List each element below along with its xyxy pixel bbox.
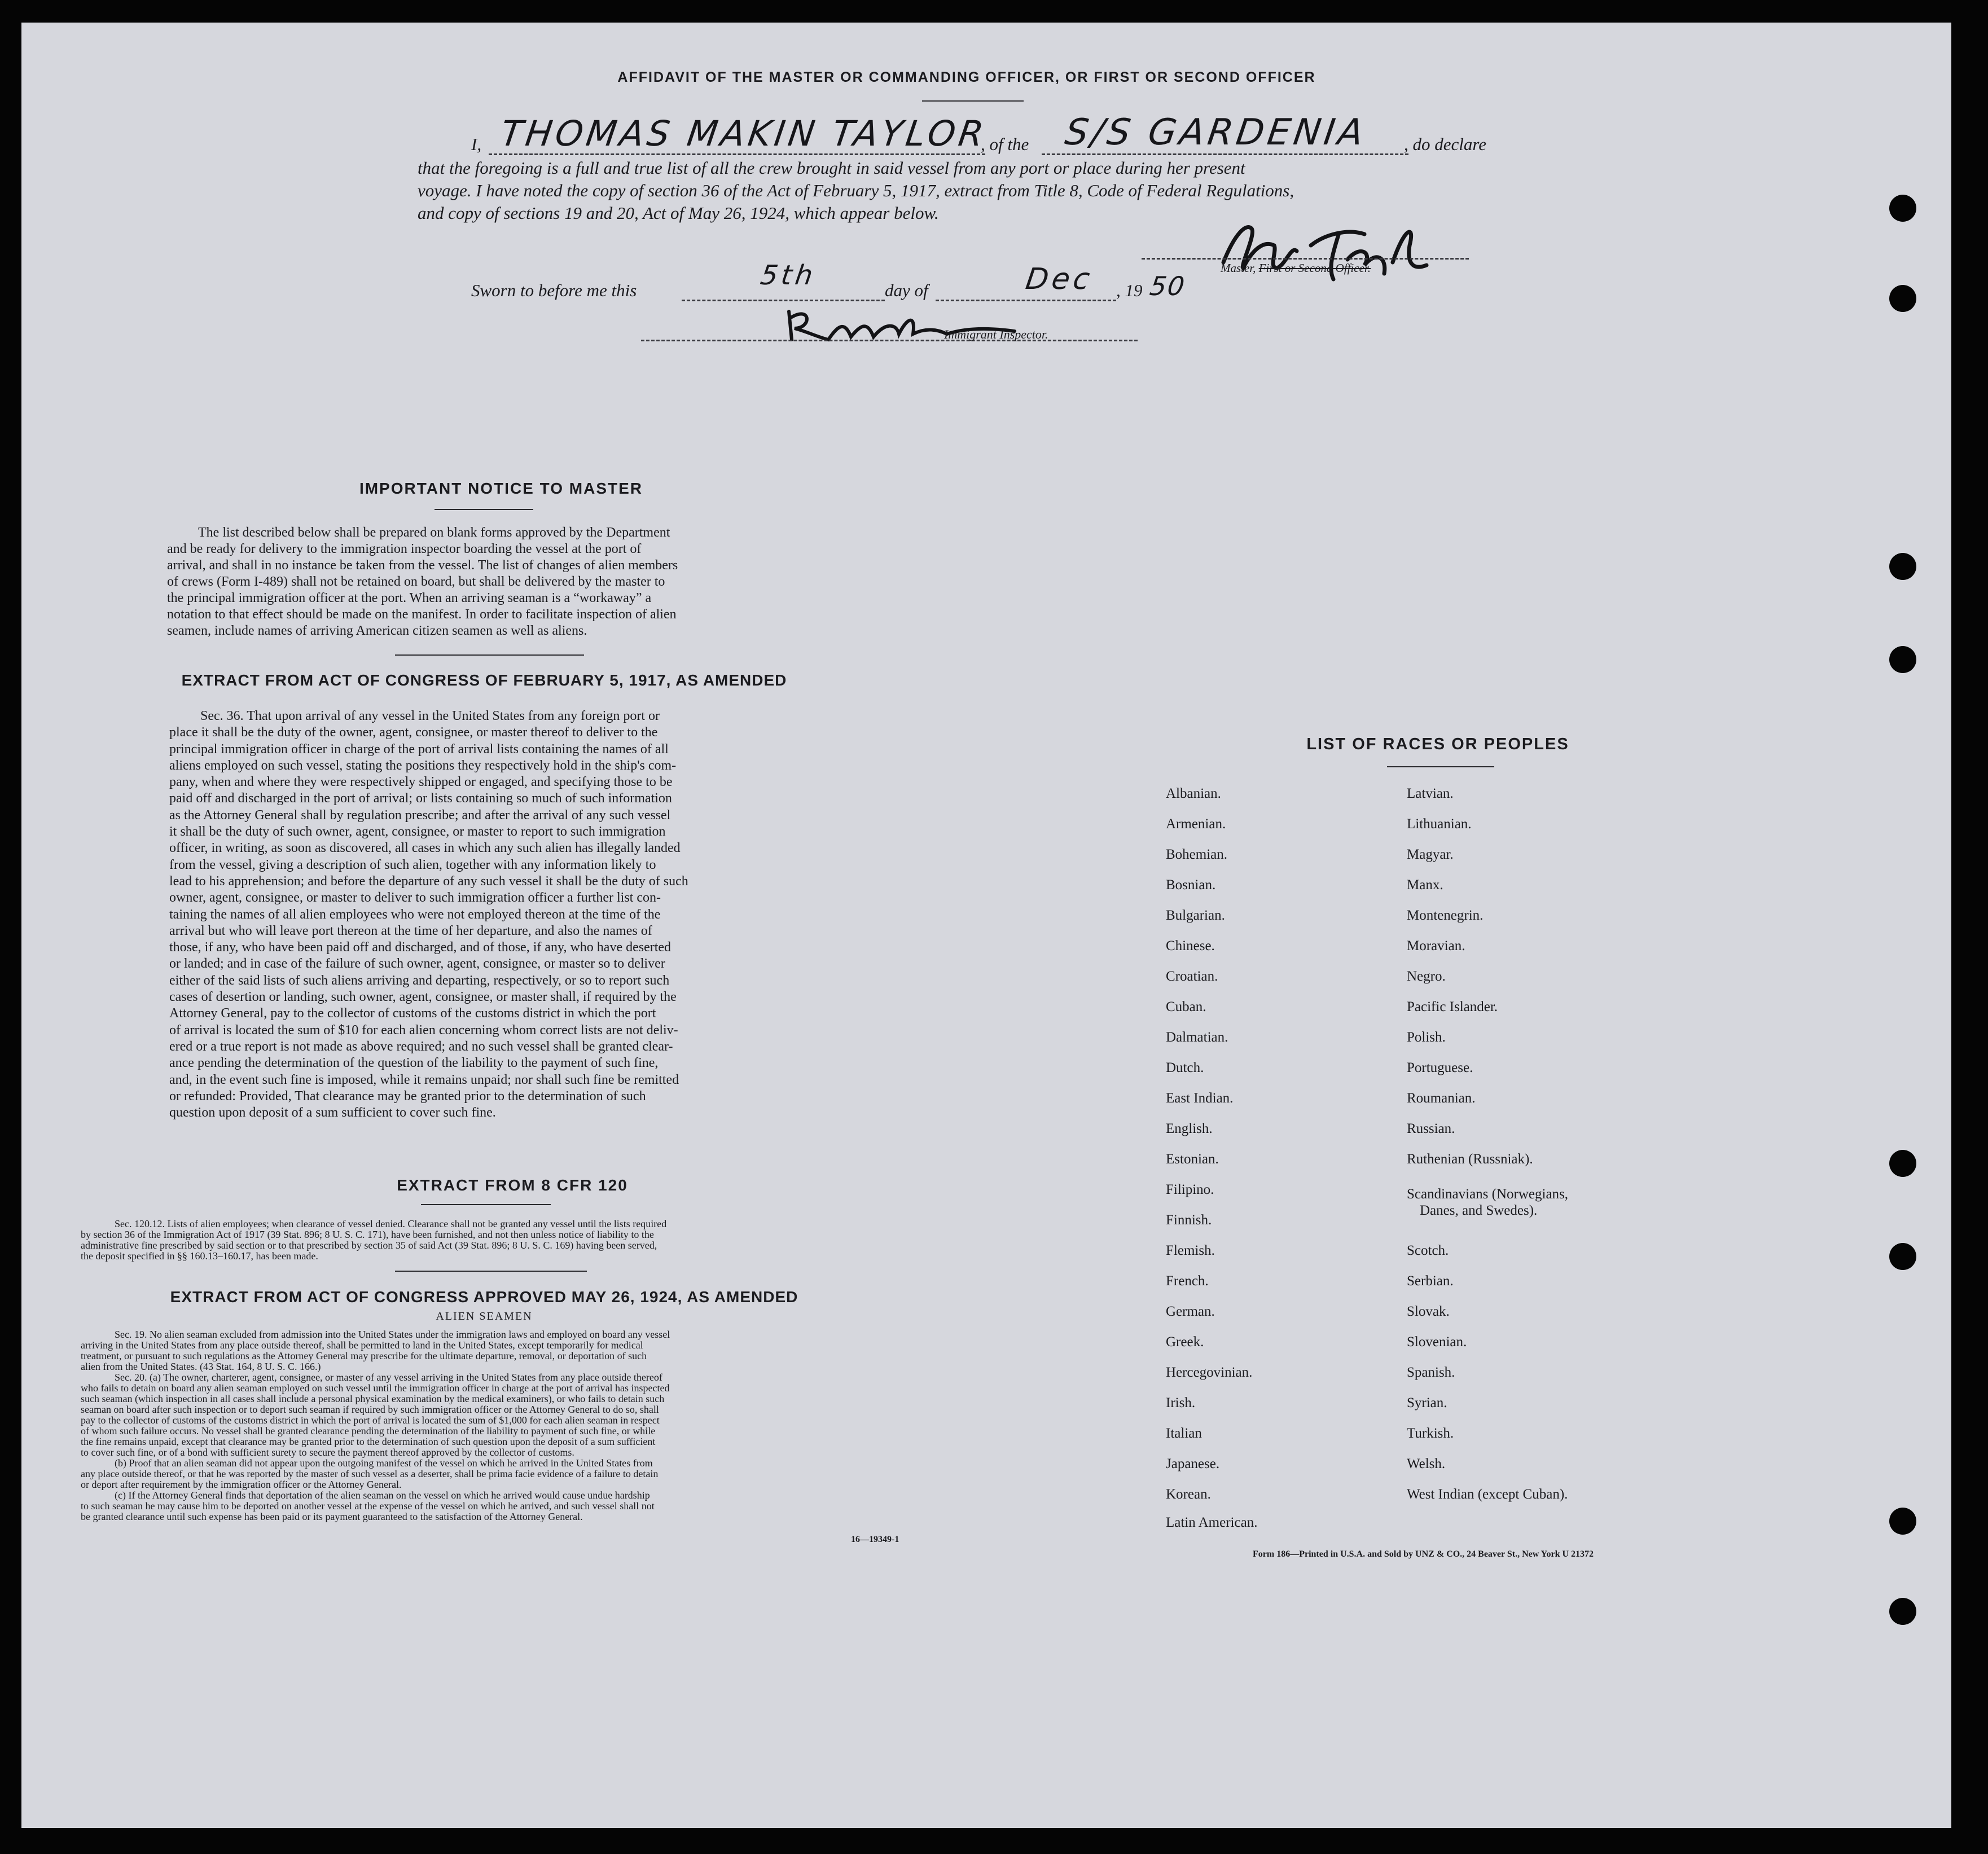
notice-line: seamen, include names of arriving American citizen seamen as well as aliens. — [167, 623, 587, 638]
race-left: Cuban. — [1166, 999, 1206, 1014]
act1917-line: aliens employed on such vessel, stating the positions they respectively hold in the ship's com- — [169, 758, 677, 773]
act1924-line: of whom such failure occurs. No vessel shall be granted clearance pending the determination of the liability to payment of such fine, or while — [81, 1425, 656, 1436]
notice-divider — [395, 654, 584, 656]
form-code: 16—19349-1 — [851, 1535, 899, 1544]
affidavit-line-2: that the foregoing is a full and true list of all the crew brought in said vessel from any port or place during her present — [418, 158, 1245, 178]
race-left: Dalmatian. — [1166, 1030, 1228, 1045]
act1917-line: it shall be the duty of such owner, agent, consignee, or master to report to such immigration — [169, 824, 666, 840]
punch-hole — [1889, 1508, 1916, 1535]
race-left: Flemish. — [1166, 1243, 1215, 1258]
notice-title-underline — [435, 509, 533, 510]
affidavit-title: AFFIDAVIT OF THE MASTER OR COMMANDING OFFICER, OR FIRST OR SECOND OFFICER — [617, 69, 1316, 85]
act1917-line: paid off and discharged in the port of arrival; or lists containing so much of such information — [169, 791, 672, 806]
inspector-line — [641, 340, 1138, 341]
act1917-line: principal immigration officer in charge of the port of arrival lists containing the names of all — [169, 741, 669, 757]
act1924-line: seaman on board after such inspection or to deport such seaman if required by such immigration officer or the Attorney General to do so, shall — [81, 1404, 659, 1415]
cfr-line: the deposit specified in §§ 160.13–160.17, has been made. — [81, 1250, 318, 1262]
document-page — [21, 23, 1951, 1828]
race-left: Albanian. — [1166, 786, 1221, 801]
cfr-line: Sec. 120.12. Lists of alien employees; when clearance of vessel denied. Clearance shall not be granted any vessel until the lists required — [115, 1218, 667, 1229]
punch-hole — [1889, 646, 1916, 673]
year-prefix: , 19 — [1116, 280, 1143, 300]
act1924-line: Sec. 20. (a) The owner, charterer, agent, consignee, or master of any vessel arriving in the United States from any place outside thereof — [115, 1372, 662, 1383]
act1924-line: arriving in the United States from any place outside thereof, shall be permitted to land in the United States, except temporarily for medical — [81, 1339, 643, 1351]
act1924-line: be granted clearance until such expense has been paid or its payment guaranteed to the satisfaction of the Attorney General. — [81, 1511, 583, 1522]
race-right: Manx. — [1407, 877, 1443, 893]
race-right: Pacific Islander. — [1407, 999, 1498, 1014]
race-right: Scandinavians (Norwegians, — [1407, 1187, 1569, 1202]
act1917-line: and, in the event such fine is imposed, while it remains unpaid; nor shall such fine be remitted — [169, 1072, 679, 1087]
act1917-line: lead to his apprehension; and before the departure of any such vessel it shall be the duty of such — [169, 873, 688, 889]
cfr-title: EXTRACT FROM 8 CFR 120 — [397, 1176, 628, 1194]
race-left: Chinese. — [1166, 938, 1215, 954]
punch-hole — [1889, 1598, 1916, 1625]
race-left: Bohemian. — [1166, 847, 1228, 862]
year-handwritten: 50 — [1148, 271, 1188, 301]
act1917-line: cases of desertion or landing, such owner, agent, consignee, or master shall, if required by the — [169, 990, 677, 1005]
act1917-line: place it shall be the duty of the owner, agent, consignee, or master thereof to deliver to the — [169, 725, 658, 740]
act1924-line: (c) If the Attorney General finds that deportation of the alien seaman on the vessel on which he arrived would cause undue hardship — [115, 1490, 650, 1501]
race-right: Magyar. — [1407, 847, 1454, 862]
race-right: Portuguese. — [1407, 1060, 1473, 1075]
act1917-line: pany, when and where they were respectively shipped or engaged, and specifying those to be — [169, 775, 673, 790]
race-left: Estonian. — [1166, 1152, 1219, 1167]
act1924-subtitle: ALIEN SEAMEN — [436, 1310, 533, 1323]
title-underline — [922, 100, 1024, 102]
punch-hole — [1889, 195, 1916, 222]
of-the-label: , of the — [981, 134, 1029, 154]
race-left: Irish. — [1166, 1395, 1196, 1411]
race-right: Syrian. — [1407, 1395, 1447, 1411]
race-left: Bulgarian. — [1166, 908, 1225, 923]
punch-hole — [1889, 553, 1916, 580]
day-of-label: day of — [885, 280, 928, 300]
act1924-line: (b) Proof that an alien seaman did not appear upon the outgoing manifest of the vessel on which he arrived in the United States from — [115, 1457, 653, 1469]
act1924-line: to such seaman he may cause him to be deported on another vessel at the expense of the vessel on which he arrived, and such vessel shall not — [81, 1500, 655, 1512]
inspector-signature — [778, 300, 1037, 351]
act1917-line: question upon deposit of a sum sufficient to cover such fine. — [169, 1105, 496, 1121]
race-right: Spanish. — [1407, 1365, 1455, 1380]
act1917-line: Sec. 36. That upon arrival of any vessel in the United States from any foreign port or — [200, 709, 660, 723]
race-right: Lithuanian. — [1407, 816, 1472, 832]
races-title: LIST OF RACES OR PEOPLES — [1306, 735, 1569, 753]
act1917-line: taining the names of all alien employees who were not employed thereon at the time of the — [169, 907, 661, 922]
cfr-line: by section 36 of the Immigration Act of 1917 (39 Stat. 896; 8 U. S. C. 171), have been furnished, and not then unless notice of liability to the — [81, 1229, 654, 1240]
cfr-divider — [395, 1271, 587, 1272]
race-left: Japanese. — [1166, 1456, 1220, 1471]
notice-line: notation to that effect should be made on the manifest. In order to facilitate inspection of alien — [167, 607, 677, 622]
affidavit-line-3: voyage. I have noted the copy of section 36 of the Act of February 5, 1917, extract from Title 8, Code of Federal Regulations, — [418, 181, 1294, 200]
punch-hole — [1889, 1150, 1916, 1177]
month-handwritten: Dec — [1023, 262, 1095, 296]
notice-line: arrival, and shall in no instance be taken from the vessel. The list of changes of alien members — [167, 558, 678, 573]
sworn-label: Sworn to before me this — [471, 280, 637, 300]
form-footer: Form 186—Printed in U.S.A. and Sold by UNZ & CO., 24 Beaver St., New York U 21372 — [1253, 1549, 1594, 1559]
act1917-line: ered or a true report is not made as above required; and no such vessel shall be granted clear- — [169, 1039, 673, 1054]
inspector-label: Immigrant Inspector. — [944, 327, 1048, 341]
race-left: German. — [1166, 1304, 1215, 1319]
day-handwritten: 5th — [758, 260, 818, 291]
race-right: Ruthenian (Russniak). — [1407, 1152, 1533, 1167]
race-left: Greek. — [1166, 1334, 1204, 1350]
act1924-line: such seaman (which inspection in all cases shall include a personal physical examination by the medical examiners), or who fails to detain such — [81, 1393, 665, 1404]
race-right: Serbian. — [1407, 1273, 1454, 1289]
act1924-line: any place outside thereof, or that he was reported by the master of such vessel as a deserter, shall be prima facie evidence of a failure to detain — [81, 1468, 659, 1479]
race-left: East Indian. — [1166, 1091, 1234, 1106]
race-right: West Indian (except Cuban). — [1407, 1487, 1568, 1502]
race-left: Bosnian. — [1166, 877, 1216, 893]
act1917-line: either of the said lists of such aliens arriving and departing, respectively, or so to report such — [169, 973, 670, 988]
race-left: Italian — [1166, 1426, 1202, 1441]
race-left: Hercegovinian. — [1166, 1365, 1253, 1380]
affidavit-line-4: and copy of sections 19 and 20, Act of May 26, 1924, which appear below. — [418, 203, 939, 223]
race-right: Danes, and Swedes). — [1420, 1203, 1538, 1218]
race-left: English. — [1166, 1121, 1213, 1136]
notice-line: of crews (Form I-489) shall not be retained on board, but shall be delivered by the master to — [167, 574, 665, 589]
notice-line: and be ready for delivery to the immigration inspector boarding the vessel at the port of — [167, 542, 642, 556]
vessel-line — [1042, 153, 1408, 155]
cfr-body — [81, 1219, 924, 1262]
act1917-line: from the vessel, giving a description of such alien, together with any information likely to — [169, 857, 656, 872]
race-right: Welsh. — [1407, 1456, 1446, 1471]
act1917-line: as the Attorney General shall by regulation prescribe; and after the arrival of any such vessel — [169, 807, 671, 823]
act1917-line: of arrival is located the sum of $10 for each alien concerning whom correct lists are not deliv- — [169, 1022, 678, 1038]
races-title-underline — [1387, 766, 1494, 767]
race-right: Slovak. — [1407, 1304, 1450, 1319]
master-name-handwritten: THOMAS MAKIN TAYLOR — [498, 113, 990, 154]
master-signature-line — [1142, 258, 1469, 260]
vessel-name-handwritten: S/S GARDENIA — [1062, 112, 1370, 153]
act1924-line: treatment, or pursuant to such regulations as the Attorney General may prescribe for the ultimate departure, removal, or deportation of such — [81, 1350, 647, 1361]
act1917-body — [169, 708, 814, 1121]
act1924-line: pay to the collector of customs of the customs district in which the port of arrival is located the sum of $1,000 for each alien seaman in respect — [81, 1414, 660, 1426]
race-right: Montenegrin. — [1407, 908, 1484, 923]
race-right: Negro. — [1407, 969, 1446, 984]
master-title-label — [1221, 261, 1371, 275]
punch-hole — [1889, 285, 1916, 312]
act1917-line: Attorney General, pay to the collector of customs of the customs district in which the port — [169, 1006, 656, 1021]
race-right: Latvian. — [1407, 786, 1454, 801]
cfr-line: administrative fine prescribed by said section or to that prescribed by section 35 of said Act (39 Stat. 896; 8 U. S. C. 169) having been served, — [81, 1240, 657, 1251]
act1924-line: alien from the United States. (43 Stat. 164, 8 U. S. C. 166.) — [81, 1361, 321, 1372]
act1917-line: those, if any, who have been paid off and discharged, and of those, if any, who have deserted — [169, 940, 672, 955]
race-right: Moravian. — [1407, 938, 1465, 954]
race-left: Armenian. — [1166, 816, 1226, 832]
race-left: Croatian. — [1166, 969, 1218, 984]
punch-hole — [1889, 1243, 1916, 1270]
struck-officer-label: First or Second Officer. — [1258, 261, 1371, 275]
race-left: Finnish. — [1166, 1212, 1212, 1228]
act1924-line: the fine remains unpaid, except that clearance may be granted prior to the determination of such question upon the deposit of a sum sufficient — [81, 1436, 656, 1447]
act1917-line: officer, in writing, as soon as discovered, all cases in which any such alien has illegally landed — [169, 841, 681, 856]
act1917-title: EXTRACT FROM ACT OF CONGRESS OF FEBRUARY 5, 1917, AS AMENDED — [181, 671, 787, 689]
notice-body — [167, 525, 816, 639]
race-right: Slovenian. — [1407, 1334, 1467, 1350]
affidavit-i: I, — [471, 134, 482, 154]
race-right: Scotch. — [1407, 1243, 1449, 1258]
race-left: Dutch. — [1166, 1060, 1204, 1075]
race-left: French. — [1166, 1273, 1209, 1289]
act1917-line: or refunded: Provided, That clearance may be granted prior to the determination of such — [169, 1088, 646, 1104]
act1924-line: who fails to detain on board any alien seaman employed on such vessel until the immigration officer in charge at the port of arrival has inspected — [81, 1382, 670, 1394]
act1917-line: owner, agent, consignee, or master to deliver to such immigration officer a further list con- — [169, 890, 661, 906]
act1917-line: or landed; and in case of the failure of such owner, agent, consignee, or master so to deliver — [169, 956, 665, 972]
act1917-line: arrival but who will leave port thereon at the time of her departure, and also the names of — [169, 923, 652, 938]
act1924-line: or deport after requirement by the immigration officer or the Attorney General. — [81, 1479, 402, 1490]
act1917-line: ance pending the determination of the question of the liability to the payment of such fine, — [169, 1056, 659, 1071]
master-label: Master, — [1221, 261, 1256, 275]
notice-line: the principal immigration officer at the port. When an arriving seaman is a “workaway” a — [167, 591, 652, 605]
race-left: Latin American. — [1166, 1515, 1258, 1530]
race-right: Turkish. — [1407, 1426, 1454, 1441]
race-right: Polish. — [1407, 1030, 1446, 1045]
notice-line: The list described below shall be prepared on blank forms approved by the Department — [198, 525, 670, 540]
cfr-title-underline — [421, 1204, 551, 1205]
act1924-title: EXTRACT FROM ACT OF CONGRESS APPROVED MAY 26, 1924, AS AMENDED — [170, 1288, 798, 1306]
race-left: Korean. — [1166, 1487, 1211, 1502]
race-left: Filipino. — [1166, 1182, 1214, 1197]
race-right: Russian. — [1407, 1121, 1455, 1136]
notice-title: IMPORTANT NOTICE TO MASTER — [359, 480, 643, 497]
act1924-line: Sec. 19. No alien seaman excluded from admission into the United States under the immigration laws and employed on board any vessel — [115, 1329, 670, 1340]
act1924-line: to cover such fine, or of a bond with sufficient surety to secure the payment thereof approved by the collector of customs. — [81, 1447, 574, 1458]
act1924-body — [81, 1329, 924, 1522]
do-declare-label: , do declare — [1404, 134, 1487, 154]
race-right: Roumanian. — [1407, 1091, 1476, 1106]
